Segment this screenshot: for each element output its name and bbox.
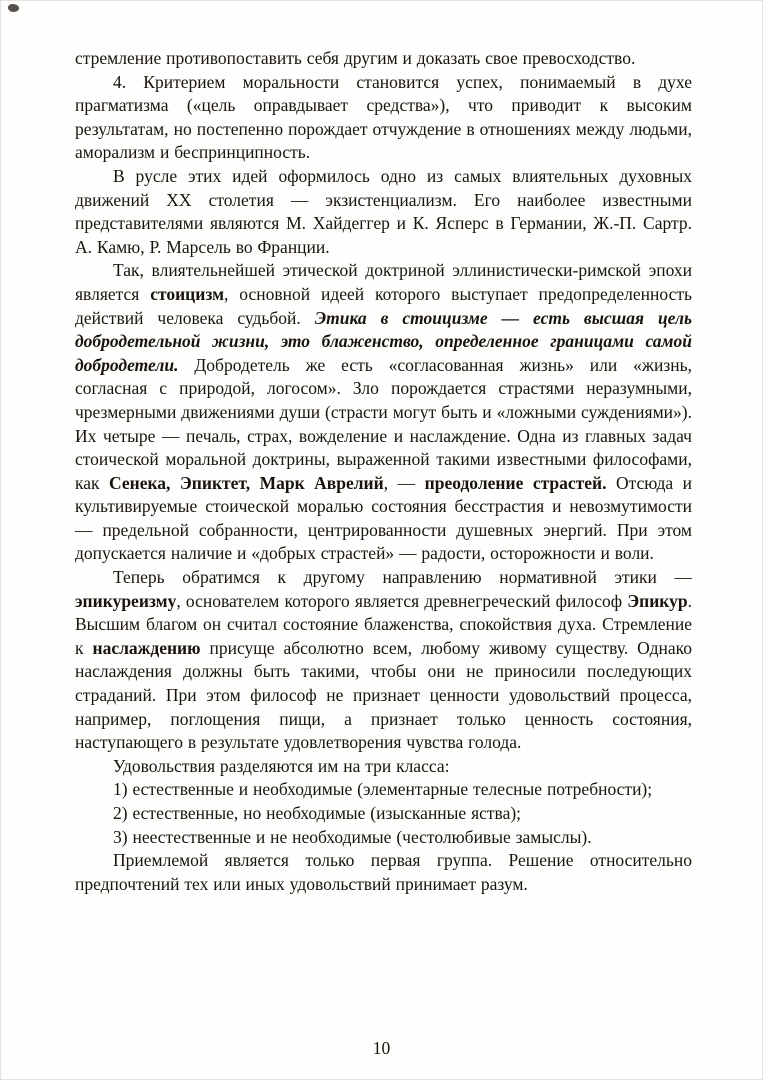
body-text: 2) естественные, но необходимые (изысканные яства);: [113, 803, 522, 823]
body-text: 3) неестественные и не необходимые (честолюбивые замыслы).: [113, 826, 592, 847]
body-text: Приемлемой является только первая группа. Решение относительно предпочтений тех или иных удовольствий принимает разум.: [75, 850, 692, 894]
body-text: В русле этих идей оформилось одно из самых влиятельных духовных движений XX столетия — экзистенциализм. Его наиболее известными представителями являются М. Хайдеггер и К. Ясперс в Германии, Ж.-П. Сартр. А. Камю, Р. Марсель во Франции.: [75, 165, 692, 257]
page-number: 10: [372, 1038, 391, 1058]
paragraph: [75, 259, 692, 566]
paragraph: [75, 778, 692, 802]
bold-text: стоицизм: [150, 283, 225, 304]
body-text: Добродетель же есть «согласованная жизнь» или «жизнь, согласная с природой, логосом». Зло порождается страстями неразумными, чрезмерными движениями души (страсти могут быть и «ложными суждениями»). Их четыре — печаль, страх, вожделение и наслаждение. Одна из главных задач стоической моральной доктрины, выраженной такими известными философами, как: [75, 354, 692, 493]
paragraph: [75, 47, 692, 71]
body-text: Отсюда и культивируемые стоической моралью состояния бесстрастия и невозмутимости — предельной собранности, центрированности душевных энергий. При этом допускается наличие и «добрых страстей» — радости, осторожности и воли.: [75, 472, 692, 564]
body-text: Удовольствия разделяются им на три класса:: [113, 755, 450, 776]
body-text: , основной идеей которого выступает предопределенность действий человека судьбой.: [75, 283, 692, 328]
body-text: , основателем которого является древнегреческий философ: [176, 590, 628, 611]
body-text: Так, влиятельнейшей этической доктриной эллинистически-римской эпохи является: [75, 260, 692, 304]
body-text: . Высшим благом он считал состояние блаженства, спокойствия духа. Стремление к: [75, 590, 692, 658]
paragraph: [75, 849, 692, 896]
bold-text: Эпикур: [627, 590, 688, 611]
body-text: 4. Критерием моральности становится успех, понимаемый в духе прагматизма («цель оправдывает средства»), что приводит к высоким результатам, но постепенно порождает отчуждение в отношениях между людьми, аморализм и беспринципность.: [75, 71, 692, 163]
paragraph: [75, 165, 692, 259]
bold-text: преодоление страстей.: [424, 472, 607, 493]
bold-text: наслаждению: [92, 637, 201, 658]
paragraph: [75, 755, 692, 779]
body-text: присуще абсолютно всем, любому живому существу. Однако наслаждения должны быть такими, чтобы они не приносили последующих страданий. При этом философ не признает ценности удовольствий процесса, например, поглощения пищи, а признает только ценность состояния, наступающего в результате удовлетворения чувства голода.: [75, 637, 692, 753]
scan-artifact: [8, 4, 19, 12]
text-block: [75, 47, 692, 896]
bold-italic-text: Этика в стоицизме — есть высшая цель добродетельной жизни, это блаженство, определенное границами самой добродетели.: [75, 307, 692, 375]
paragraph: [75, 566, 692, 755]
body-text: , —: [383, 472, 425, 493]
bold-text: эпикуреизму: [75, 590, 177, 611]
body-text: 1) естественные и необходимые (элементарные телесные потребности);: [113, 779, 653, 800]
bold-text: Сенека, Эпиктет, Марк Аврелий: [109, 472, 384, 493]
body-text: Теперь обратимся к другому направлению нормативной этики —: [113, 567, 692, 588]
body-text: стремление противопоставить себя другим и доказать свое превосходство.: [75, 48, 636, 68]
paragraph: [75, 826, 692, 850]
paragraph: [75, 802, 692, 826]
paragraph: [75, 71, 692, 165]
